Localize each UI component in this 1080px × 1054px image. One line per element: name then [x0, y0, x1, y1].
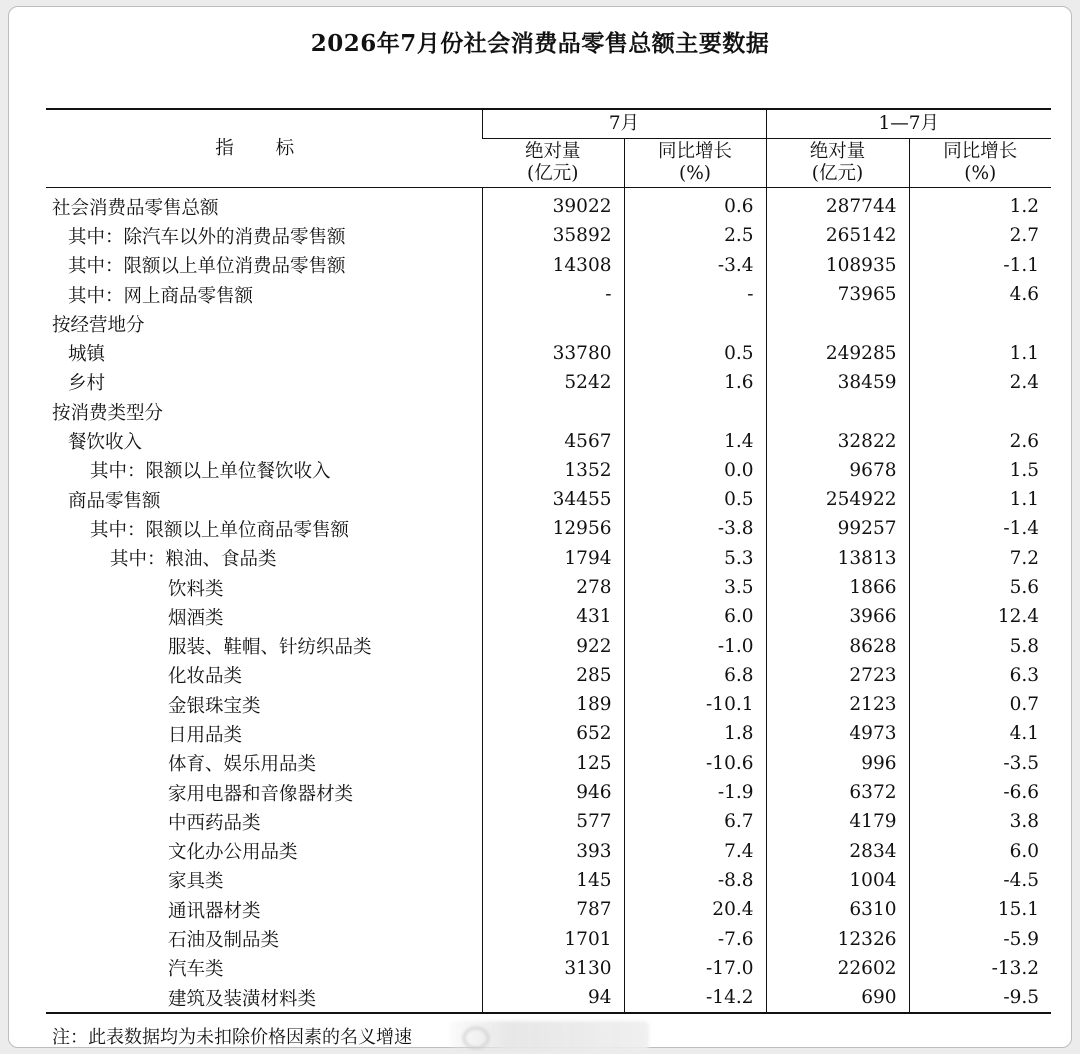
ytd-yoy-cell: 1.2 — [909, 188, 1051, 222]
july-yoy-cell: -14.2 — [624, 983, 766, 1013]
table-row — [46, 661, 1051, 690]
table-row — [46, 221, 1051, 250]
july-yoy-cell: 6.8 — [624, 661, 766, 690]
row-indicator-label: 家用电器和音像器材类 — [168, 783, 354, 805]
row-indicator-label: 体育、娱乐用品类 — [168, 754, 317, 776]
row-indicator-label: 商品零售额 — [68, 490, 161, 512]
july-absolute-cell — [482, 397, 624, 426]
ytd-absolute-cell: 287744 — [766, 188, 909, 222]
row-indicator-label: 其中：限额以上单位商品零售额 — [90, 519, 350, 541]
july-absolute-cell: 1794 — [482, 544, 624, 573]
row-indicator-label: 按消费类型分 — [52, 402, 164, 424]
row-indicator-label: 通讯器材类 — [168, 900, 261, 922]
document-sheet — [8, 6, 1072, 1048]
row-indicator-label: 化妆品类 — [168, 666, 243, 688]
watermark-logo-icon — [463, 1027, 489, 1049]
ytd-absolute-cell: 9678 — [766, 456, 909, 485]
period-ytd-header: 1—7月 — [766, 109, 1051, 139]
july-absolute-cell: 145 — [482, 866, 624, 895]
july-yoy-cell: 6.0 — [624, 602, 766, 631]
ytd-absolute-cell: 8628 — [766, 631, 909, 660]
july-yoy-cell — [624, 397, 766, 426]
ytd-yoy-cell: -6.6 — [909, 778, 1051, 807]
july-absolute-cell: 922 — [482, 631, 624, 660]
ytd-yoy-cell: 1.1 — [909, 338, 1051, 367]
period-july-header: 7月 — [482, 109, 766, 139]
ytd-absolute-cell: 4179 — [766, 807, 909, 836]
july-yoy-cell: - — [624, 280, 766, 309]
table-row — [46, 485, 1051, 514]
ytd-yoy-cell: 2.7 — [909, 221, 1051, 250]
row-indicator-label: 其中：除汽车以外的消费品零售额 — [68, 226, 346, 248]
ytd-absolute-cell: 249285 — [766, 338, 909, 367]
table-row — [46, 514, 1051, 543]
ytd-absolute-cell: 2123 — [766, 690, 909, 719]
table-row — [46, 397, 1051, 426]
july-absolute-cell: 35892 — [482, 221, 624, 250]
july-yoy-cell: -3.4 — [624, 251, 766, 280]
july-abs-header — [482, 139, 624, 188]
row-indicator-label: 其中：粮油、食品类 — [110, 549, 277, 571]
july-yoy-cell — [624, 309, 766, 338]
july-yoy-cell: -1.9 — [624, 778, 766, 807]
ytd-absolute-cell — [766, 309, 909, 338]
table-row — [46, 807, 1051, 836]
ytd-absolute-cell: 6310 — [766, 895, 909, 924]
ytd-absolute-cell: 1866 — [766, 573, 909, 602]
row-indicator-label: 其中：网上商品零售额 — [68, 285, 254, 307]
ytd-absolute-cell: 3966 — [766, 602, 909, 631]
ytd-yoy-cell: 3.8 — [909, 807, 1051, 836]
table-row — [46, 749, 1051, 778]
ytd-yoy-cell: -3.5 — [909, 749, 1051, 778]
july-absolute-cell: 787 — [482, 895, 624, 924]
july-yoy-cell: -8.8 — [624, 866, 766, 895]
july-absolute-cell: 393 — [482, 837, 624, 866]
row-indicator-label: 建筑及装潢材料类 — [46, 983, 482, 1013]
ytd-absolute-cell: 38459 — [766, 368, 909, 397]
july-yoy-cell: -3.8 — [624, 514, 766, 543]
table-row — [46, 866, 1051, 895]
row-indicator-label: 日用品类 — [168, 724, 243, 746]
table-row — [46, 631, 1051, 660]
ytd-absolute-cell: 22602 — [766, 954, 909, 983]
july-absolute-cell: 3130 — [482, 954, 624, 983]
july-absolute-cell: - — [482, 280, 624, 309]
ytd-absolute-cell: 4973 — [766, 719, 909, 748]
table-row — [46, 544, 1051, 573]
july-absolute-cell: 4567 — [482, 426, 624, 455]
ytd-yoy-cell: 7.2 — [909, 544, 1051, 573]
july-yoy-cell: 0.0 — [624, 456, 766, 485]
ytd-absolute-cell: 265142 — [766, 221, 909, 250]
ytd-yoy-cell: 12.4 — [909, 602, 1051, 631]
ytd-yoy-cell — [909, 309, 1051, 338]
table-row — [46, 368, 1051, 397]
ytd-absolute-cell: 12326 — [766, 924, 909, 953]
ytd-yoy-cell: -1.4 — [909, 514, 1051, 543]
july-yoy-cell: 1.6 — [624, 368, 766, 397]
july-yoy-cell: 7.4 — [624, 837, 766, 866]
ytd-yoy-cell: 0.7 — [909, 690, 1051, 719]
row-indicator-label: 其中：限额以上单位餐饮收入 — [90, 461, 331, 483]
july-yoy-cell: -17.0 — [624, 954, 766, 983]
document-title: 2026年7月份社会消费品零售总额主要数据 — [310, 30, 770, 57]
yoy-unit: (%) — [964, 163, 997, 184]
abs-label: 绝对量 — [809, 141, 866, 162]
july-absolute-cell: 189 — [482, 690, 624, 719]
ytd-absolute-cell: 2723 — [766, 661, 909, 690]
ytd-yoy-cell: -4.5 — [909, 866, 1051, 895]
ytd-yoy-header — [909, 139, 1051, 188]
table-row — [46, 338, 1051, 367]
row-indicator-label: 家具类 — [168, 871, 224, 893]
ytd-yoy-cell: 2.6 — [909, 426, 1051, 455]
july-absolute-cell: 125 — [482, 749, 624, 778]
table-row — [46, 456, 1051, 485]
table-row — [46, 690, 1051, 719]
row-indicator-label: 中西药品类 — [168, 812, 261, 834]
ytd-yoy-cell: 2.4 — [909, 368, 1051, 397]
row-indicator-label: 其中：限额以上单位消费品零售额 — [68, 256, 346, 278]
row-indicator-label: 乡村 — [68, 373, 106, 395]
ytd-yoy-cell: 1.5 — [909, 456, 1051, 485]
july-yoy-cell: -10.6 — [624, 749, 766, 778]
july-absolute-cell: 285 — [482, 661, 624, 690]
ytd-yoy-cell: -13.2 — [909, 954, 1051, 983]
table-row — [46, 602, 1051, 631]
july-absolute-cell: 431 — [482, 602, 624, 631]
ytd-abs-header — [766, 139, 909, 188]
yoy-unit: (%) — [678, 163, 711, 184]
ytd-yoy-cell: 5.6 — [909, 573, 1051, 602]
ytd-absolute-cell: 108935 — [766, 251, 909, 280]
ytd-yoy-cell — [909, 397, 1051, 426]
table-row — [46, 188, 1051, 222]
abs-unit: (亿元) — [527, 163, 579, 184]
indicator-header: 指 标 — [46, 109, 482, 188]
table-row — [46, 719, 1051, 748]
ytd-absolute-cell: 996 — [766, 749, 909, 778]
row-indicator-label: 文化办公用品类 — [168, 842, 298, 864]
ytd-yoy-cell: -1.1 — [909, 251, 1051, 280]
row-indicator-label: 服装、鞋帽、针纺织品类 — [168, 637, 372, 659]
row-indicator-label: 石油及制品类 — [168, 930, 280, 952]
row-indicator-label: 汽车类 — [168, 959, 224, 981]
ytd-absolute-cell: 99257 — [766, 514, 909, 543]
ytd-yoy-cell: 6.0 — [909, 837, 1051, 866]
ytd-absolute-cell: 690 — [766, 983, 909, 1013]
table-row — [46, 837, 1051, 866]
yoy-label: 同比增长 — [943, 141, 1018, 162]
july-absolute-cell: 652 — [482, 719, 624, 748]
july-yoy-cell: 5.3 — [624, 544, 766, 573]
july-absolute-cell: 278 — [482, 573, 624, 602]
yoy-label: 同比增长 — [657, 141, 732, 162]
ytd-yoy-cell: -9.5 — [909, 983, 1051, 1013]
july-yoy-cell: 3.5 — [624, 573, 766, 602]
ytd-yoy-cell: 1.1 — [909, 485, 1051, 514]
table-body — [46, 188, 1051, 1014]
table-row — [46, 895, 1051, 924]
abs-label: 绝对量 — [524, 141, 581, 162]
july-absolute-cell: 5242 — [482, 368, 624, 397]
july-absolute-cell: 33780 — [482, 338, 624, 367]
july-yoy-cell: 0.5 — [624, 338, 766, 367]
july-absolute-cell: 14308 — [482, 251, 624, 280]
july-yoy-cell: -1.0 — [624, 631, 766, 660]
table-row — [46, 573, 1051, 602]
retail-sales-table — [46, 108, 1051, 1014]
row-indicator-label: 金银珠宝类 — [168, 695, 261, 717]
ytd-yoy-cell: 6.3 — [909, 661, 1051, 690]
july-yoy-cell: 0.5 — [624, 485, 766, 514]
table-row — [46, 280, 1051, 309]
ytd-yoy-cell: 15.1 — [909, 895, 1051, 924]
july-yoy-cell: 2.5 — [624, 221, 766, 250]
ytd-absolute-cell — [766, 397, 909, 426]
row-indicator-label: 饮料类 — [168, 578, 224, 600]
header-row-periods — [46, 109, 1051, 139]
july-absolute-cell: 94 — [482, 983, 624, 1013]
ytd-yoy-cell: -5.9 — [909, 924, 1051, 953]
table-row — [46, 924, 1051, 953]
july-yoy-header — [624, 139, 766, 188]
ytd-absolute-cell: 6372 — [766, 778, 909, 807]
july-yoy-cell: 1.4 — [624, 426, 766, 455]
table-row — [46, 983, 1051, 1013]
ytd-absolute-cell: 13813 — [766, 544, 909, 573]
ytd-absolute-cell: 32822 — [766, 426, 909, 455]
watermark-overlay — [449, 1021, 649, 1051]
july-absolute-cell: 1701 — [482, 924, 624, 953]
ytd-absolute-cell: 1004 — [766, 866, 909, 895]
july-yoy-cell: 6.7 — [624, 807, 766, 836]
ytd-yoy-cell: 4.6 — [909, 280, 1051, 309]
july-absolute-cell — [482, 309, 624, 338]
table-row — [46, 778, 1051, 807]
july-yoy-cell: 20.4 — [624, 895, 766, 924]
ytd-absolute-cell: 254922 — [766, 485, 909, 514]
ytd-absolute-cell: 2834 — [766, 837, 909, 866]
row-indicator-label: 城镇 — [68, 344, 106, 366]
ytd-yoy-cell: 5.8 — [909, 631, 1051, 660]
abs-unit: (亿元) — [811, 163, 864, 184]
july-absolute-cell: 39022 — [482, 188, 624, 222]
ytd-absolute-cell: 73965 — [766, 280, 909, 309]
july-absolute-cell: 946 — [482, 778, 624, 807]
july-absolute-cell: 12956 — [482, 514, 624, 543]
footnote: 注：此表数据均为未扣除价格因素的名义增速 — [52, 1027, 412, 1048]
july-yoy-cell: -7.6 — [624, 924, 766, 953]
table-row — [46, 426, 1051, 455]
july-yoy-cell: 1.8 — [624, 719, 766, 748]
july-yoy-cell: 0.6 — [624, 188, 766, 222]
table-row — [46, 954, 1051, 983]
july-absolute-cell: 34455 — [482, 485, 624, 514]
row-indicator-label: 烟酒类 — [168, 607, 224, 629]
july-absolute-cell: 577 — [482, 807, 624, 836]
row-indicator-label: 按经营地分 — [52, 314, 145, 336]
row-indicator-label: 餐饮收入 — [68, 432, 143, 454]
ytd-yoy-cell: 4.1 — [909, 719, 1051, 748]
table-row — [46, 251, 1051, 280]
july-yoy-cell: -10.1 — [624, 690, 766, 719]
table-row — [46, 309, 1051, 338]
july-absolute-cell: 1352 — [482, 456, 624, 485]
row-indicator-label: 社会消费品零售总额 — [52, 197, 219, 219]
